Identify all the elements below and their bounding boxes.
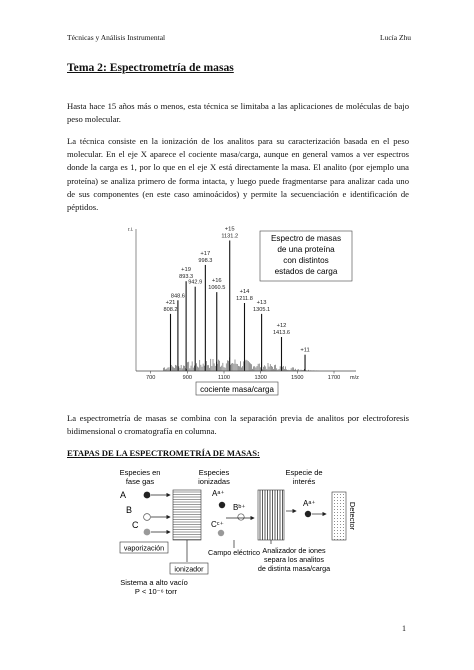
paragraph-combination: La espectrometría de masas se combina con la separación previa de analitos por electroforesis bidimensional o cromatografía en columna. bbox=[67, 413, 409, 437]
ionizer-block bbox=[173, 490, 201, 540]
ms-stages-diagram bbox=[114, 466, 364, 598]
peak-mz-label: 942.9 bbox=[188, 279, 203, 286]
page-number: 1 bbox=[402, 624, 406, 633]
chart-title-line-3: con distintos bbox=[283, 256, 329, 265]
x-tick-label: 1700 bbox=[327, 375, 341, 381]
x-tick-label: 1500 bbox=[291, 375, 304, 381]
ion-a-dot bbox=[219, 502, 225, 508]
species-a-dot bbox=[144, 492, 151, 499]
species-b-dot bbox=[144, 514, 151, 521]
label-analyzer-2: separa los analitos bbox=[264, 555, 324, 564]
peak-mz-label: 1131.2 bbox=[221, 233, 239, 240]
peak-charge-label: +12 bbox=[276, 323, 287, 329]
peak-mz-label: 848.6 bbox=[170, 293, 185, 300]
ion-c-label: Cᶜ⁺ bbox=[211, 520, 224, 529]
label-interest-2: interés bbox=[292, 477, 316, 486]
detector-block bbox=[332, 492, 346, 540]
species-c-dot bbox=[144, 529, 151, 536]
peak-mz-label: 1305.1 bbox=[253, 306, 271, 313]
species-a-label: A bbox=[120, 490, 127, 500]
chart-title-line-1: Espectro de masas bbox=[270, 234, 342, 243]
paragraph-intro: Hasta hace 15 años más o menos, esta técnica se limitaba a las aplicaciones de moléculas de bajo peso molecular. bbox=[67, 101, 409, 125]
label-analyzer-3: de distinta masa/carga bbox=[257, 564, 331, 573]
peak-charge-label: +11 bbox=[300, 347, 310, 354]
ion-b-label: Bᵇ⁺ bbox=[233, 503, 246, 512]
section-title: ETAPAS DE LA ESPECTROMETRÍA DE MASAS: bbox=[67, 448, 260, 458]
chart-title-line-4: estados de carga bbox=[274, 267, 338, 276]
peak-mz-label: 1413.6 bbox=[272, 330, 291, 336]
x-tick-label: 1300 bbox=[254, 375, 267, 381]
label-ionized-1: Especies bbox=[198, 468, 230, 477]
header-course-title: Técnicas y Análisis Instrumental bbox=[67, 33, 166, 42]
peak-charge-label: +15 bbox=[224, 226, 235, 233]
peak-charge-label: +14 bbox=[239, 289, 250, 295]
label-system-2: P < 10⁻⁶ torr bbox=[134, 587, 178, 596]
chart-x-unit: m/z bbox=[350, 375, 359, 381]
peak-charge-label: +13 bbox=[256, 299, 267, 306]
label-analyzer-1: Analizador de iones bbox=[262, 546, 326, 555]
peak-mz-label: 808.2 bbox=[163, 306, 178, 313]
ion-b-dot bbox=[238, 514, 244, 520]
chart-title-line-2: de una proteína bbox=[277, 245, 335, 254]
chart-title-box bbox=[260, 231, 352, 281]
ion-c-dot bbox=[218, 530, 224, 536]
peak-mz-label: 998.3 bbox=[198, 257, 213, 264]
label-system-1: Sistema a alto vacío bbox=[120, 578, 188, 587]
peak-mz-label: 1060.5 bbox=[208, 285, 226, 292]
x-tick-label: 1100 bbox=[217, 375, 231, 381]
x-tick-label: 900 bbox=[182, 375, 193, 381]
ion-a-label: Aᵃ⁺ bbox=[212, 489, 225, 498]
peak-mz-label: 893.3 bbox=[179, 274, 194, 281]
peak-mz-label: 1211.8 bbox=[236, 296, 253, 302]
label-gas-phase-2: fase gas bbox=[125, 477, 155, 486]
paragraph-technique: La técnica consiste en la ionización de los analitos para su caracterización basada en el peso molecular. En el eje X aparece el cociente masa/carga, aunque en general vamos a ver espectros donde la carga es 1, por lo que en el eje X está directamente la masa. El analito (por ejemplo una proteína) se analiza primero de forma intacta, y luego puede fragmentarse para analizar cada uno de sus componentes (en este caso aminoácidos) y permite la secuenciación e identificación de péptidos. bbox=[67, 136, 409, 213]
analyzer-block bbox=[258, 490, 284, 540]
peak-charge-label: +16 bbox=[211, 278, 222, 285]
peak-charge-label: +21 bbox=[165, 299, 176, 306]
label-gas-phase-1: Especies en bbox=[119, 468, 161, 477]
label-ionizer: ionizador bbox=[174, 564, 204, 574]
peak-charge-label: +17 bbox=[200, 250, 211, 257]
label-vaporization: vaporización bbox=[123, 543, 165, 553]
chart-x-label: cociente masa/carga bbox=[200, 385, 274, 394]
chart-y-label: r.i. bbox=[128, 227, 134, 233]
label-detector: Detector bbox=[348, 501, 357, 531]
species-c-label: C bbox=[132, 520, 139, 530]
label-interest-1: Especie de bbox=[285, 468, 323, 477]
header-author: Lucía Zhu bbox=[380, 33, 412, 42]
detected-ion-label: Aᵃ⁺ bbox=[303, 499, 316, 508]
mass-spectrum-chart bbox=[124, 221, 360, 397]
species-b-label: B bbox=[126, 505, 133, 515]
label-ionized-2: ionizadas bbox=[198, 477, 230, 486]
page-title: Tema 2: Espectrometría de masas bbox=[67, 61, 234, 74]
peak-charge-label: +19 bbox=[181, 267, 192, 274]
label-electric-field: Campo eléctrico bbox=[208, 548, 260, 557]
detected-ion-dot bbox=[305, 511, 311, 517]
x-tick-label: 700 bbox=[145, 375, 156, 381]
